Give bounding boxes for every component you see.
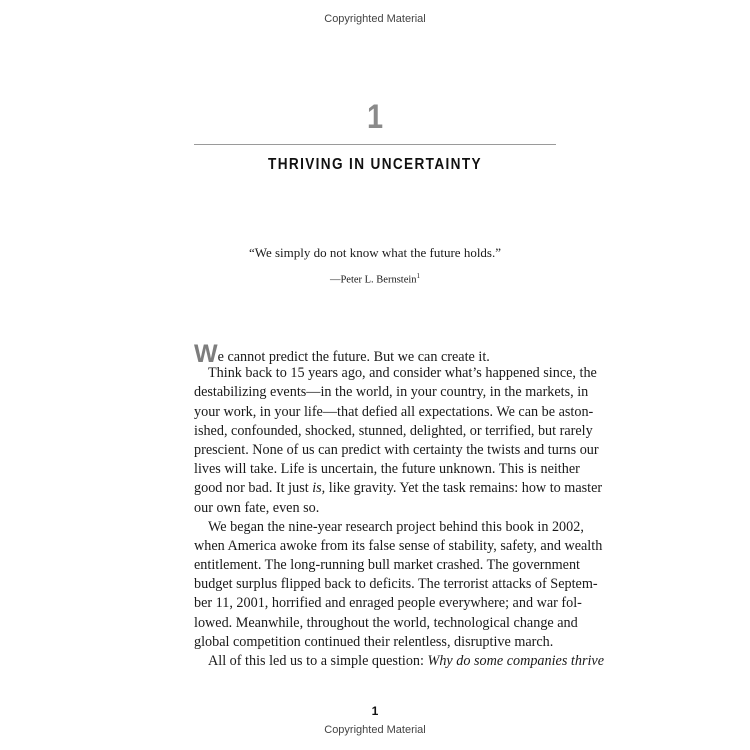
line-text: All of this led us to a simple question: (208, 653, 428, 669)
copyright-header: Copyrighted Material (324, 13, 426, 25)
text-line: global competition continued their relentless, disruptive march. (194, 633, 554, 650)
line-text: like gravity. Yet the task remains: how to master (325, 480, 603, 497)
chapter-number: 1 (366, 98, 384, 136)
text-line: your work, in your life—that defied all expectations. We can be aston- (194, 403, 594, 420)
text-line: lives will take. Life is uncertain, the future unknown. This is neither (194, 461, 580, 478)
attribution-text: —Peter L. Bernstein (329, 274, 417, 286)
text-line: entitlement. The long-running bull market crashed. The government (194, 557, 580, 574)
text-line: ber 11, 2001, horrified and enraged people everywhere; and war fol- (194, 595, 582, 612)
text-line: when America awoke from its false sense of stability, safety, and wealth (194, 537, 603, 554)
text-line: lowed. Meanwhile, throughout the world, technological change and (194, 614, 578, 631)
chapter-rule-divider (194, 144, 556, 145)
text-line: ished, confounded, shocked, stunned, delighted, or terrified, but rarely (194, 422, 593, 439)
chapter-title: THRIVING IN UNCERTAINTY (268, 156, 482, 173)
copyright-footer: Copyrighted Material (324, 724, 426, 736)
text-line (194, 652, 605, 671)
line-text: good nor bad. It just (194, 480, 313, 497)
text-line (194, 340, 556, 368)
text-line: our own fate, even so. (194, 499, 320, 516)
text-line: prescient. None of us can predict with certainty the twists and turns our (194, 441, 599, 458)
text-line (194, 479, 603, 498)
italic-text: Why do some companies thrive (427, 653, 605, 669)
line-text: e cannot predict the future. But we can create it. (217, 349, 490, 365)
footnote-mark: 1 (416, 272, 421, 280)
body-text (194, 340, 605, 671)
italic-text: is, (312, 480, 326, 497)
text-line: Think back to 15 years ago, and consider what’s happened since, the (208, 365, 597, 382)
page-number: 1 (371, 704, 379, 718)
text-line: destabilizing events—in the world, in your country, in the markets, in (194, 384, 589, 401)
text-line: We began the nine-year research project behind this book in 2002, (208, 518, 584, 535)
epigraph-attribution (0, 272, 750, 286)
epigraph-quote: “We simply do not know what the future holds.” (248, 245, 502, 260)
drop-cap: W (194, 340, 218, 368)
text-line: budget surplus flipped back to deficits. The terrorist attacks of Septem- (194, 576, 598, 593)
